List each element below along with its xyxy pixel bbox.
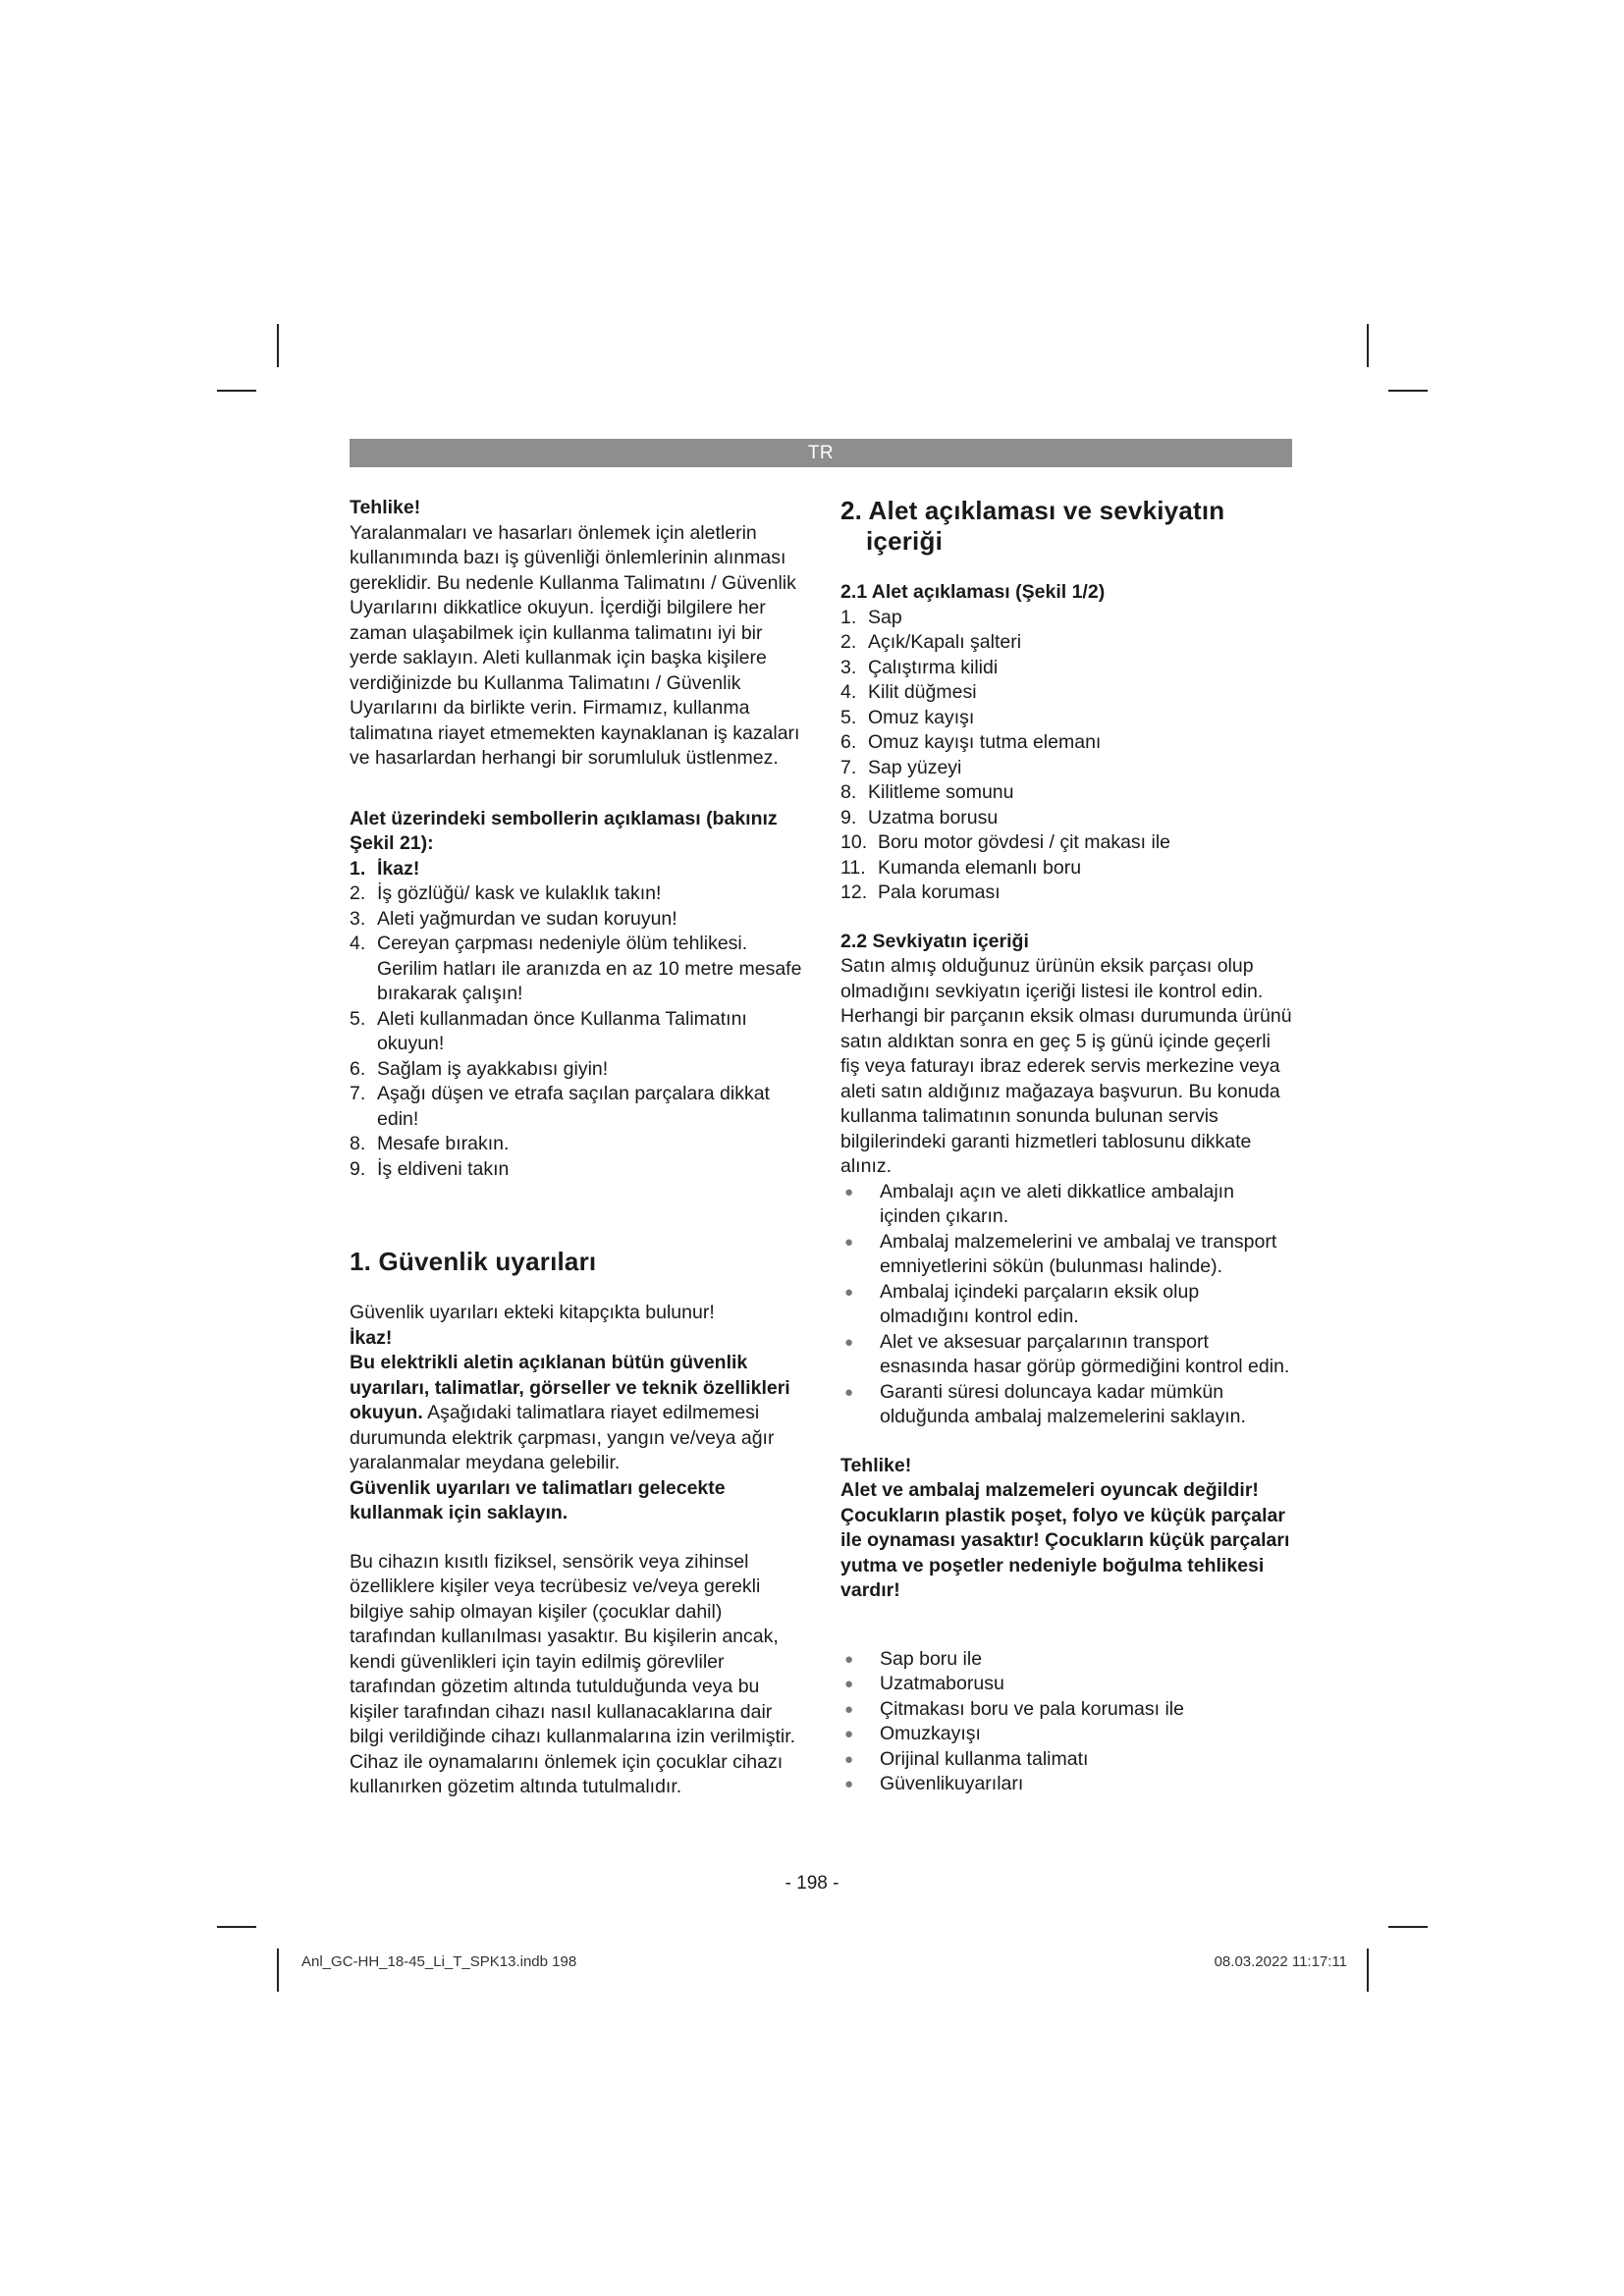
crop-mark [1388,390,1428,392]
spacer [350,795,805,807]
symbol-item: 6. Sağlam iş ayakkabısı giyin! [350,1057,609,1080]
part-item: 1. Sap [840,606,902,628]
unpacking-step: ● Ambalaj içindeki parçaların eksik olup olmadığını kontrol edin. [844,1280,1200,1327]
danger-2-paragraph: Alet ve ambalaj malzemeleri oyuncak değildir! Çocukların plastik poşet, folyo ve küçük parçalar ile oynaması yasaktır! Çocukların küçük parçaları yutma ve poşetler nedeniyle boğulma tehlikesi vardır! [840,1479,1290,1601]
crop-mark [277,324,279,367]
section-2-title: 2. Alet açıklaması ve sevkiyatın içeriği [840,496,1225,556]
safety-booklet-note: Güvenlik uyarıları ekteki kitapçıkta bulunur! [350,1302,715,1323]
delivery-contents-paragraph: Satın almış olduğunuz ürünün eksik parçası olup olmadığını sevkiyatın içeriği listesi ile kontrol edin. Herhangi bir parçanın eksik olması durumunda ürünü satın aldıktan sonra en geç 5 iş günü içinde geçerli fiş veya faturayı ibraz ederek servis merkezine veya aleti satın aldığınız mağazaya başvurun. Bu konuda kullanma talimatının sonunda bulunan servis bilgilerindeki garanti hizmetleri tablosunu dikkate alınız. [840,955,1292,1177]
page-number: - 198 - [785,1873,839,1894]
section-1-title: 1. Güvenlik uyarıları [350,1247,597,1276]
symbol-item: 2. İş gözlüğü/ kask ve kulaklık takın! [350,882,662,904]
safety-instructions-paragraph: Bu elektrikli aletin açıklanan bütün güvenlik uyarıları, talimatlar, görseller ve teknik özellikleri okuyun. Aşağıdaki talimatlara riayet edilmemesi durumunda elektrik çarpması, yangın ve/veya ağır yaralanmalar meydana gelebilir. [350,1352,790,1473]
left-column [350,496,805,1800]
part-item: 7. Sap yüzeyi [840,756,962,778]
part-item: 2. Açık/Kapalı şalteri [840,631,1022,653]
part-item: 3. Çalıştırma kilidi [840,656,999,678]
part-item: 12. Pala koruması [840,881,1001,903]
right-column [840,496,1292,1797]
subsection-2-1-title: 2.1 Alet açıklaması (Şekil 1/2) [840,581,1106,603]
symbols-list [350,857,805,1183]
part-item: 8. Kilitleme somunu [840,781,1014,803]
spacer [840,557,1292,580]
restricted-use-paragraph: Bu cihazın kısıtlı fiziksel, sensörik veya zihinsel özelliklere kişiler veya tecrübesiz ve/veya gerekli bilgiye sahip olmayan kişiler (çocuklar dahil) tarafından kullanılması yasaktır. Bu kişilerin ancak, kendi güvenlikleri için tayin edilmiş görevliler tarafından gözetim altında tutulduğunda veya bu kişiler tarafından cihazı nasıl kullanacaklarına dair bilgi verildiğinde cihazı kullanmalarına izin verilmiştir. Cihaz ile oynamalarını önlemek için çocuklar cihazı kullanırken gözetim altında tutulmalıdır. [350,1550,796,1797]
crop-mark [217,390,256,392]
part-item: 6. Omuz kayışı tutma elemanı [840,731,1102,753]
spacer [350,1182,805,1225]
symbol-item: 1. İkaz! [350,857,420,880]
unpacking-step: ● Alet ve aksesuar parçalarının transport esnasında hasar görüp görmediğini kontrol edin. [844,1330,1290,1377]
unpacking-step: ● Ambalaj malzemelerini ve ambalaj ve transport emniyetlerini sökün (bulunması halinde). [844,1230,1277,1277]
contents-item: ● Güvenlikuyarıları [844,1773,1024,1794]
contents-item: ● Omuzkayışı [844,1723,981,1744]
crop-mark [1388,1926,1428,1928]
part-item: 5. Omuz kayışı [840,706,975,728]
crop-mark [1367,324,1369,367]
contents-item: ● Orijinal kullanma talimatı [844,1747,1089,1770]
danger-2-heading: Tehlike! [840,1454,912,1476]
contents-item: ● Sap boru ile [844,1647,983,1670]
spacer [840,906,1292,930]
spacer [840,1430,1292,1454]
symbol-item: 7. Aşağı düşen ve etrafa saçılan parçalara dikkat edin! [350,1083,770,1130]
delivery-contents-list [840,1647,1292,1797]
spacer [350,772,805,795]
print-file-name: Anl_GC-HH_18-45_Li_T_SPK13.indb 198 [301,1953,577,1970]
parts-list [840,606,1292,906]
symbol-item: 5. Aleti kullanmadan önce Kullanma Talimatını okuyun! [350,1007,747,1054]
spacer [350,1277,805,1301]
symbols-heading: Alet üzerindeki sembollerin açıklaması (bakınız Şekil 21): [350,807,778,854]
subsection-2-2-title: 2.2 Sevkiyatın içeriği [840,930,1029,952]
symbol-item: 4. Cereyan çarpması nedeniyle ölüm tehlikesi. Gerilim hatları ile aranızda en az 10 metre mesafe bırakarak çalışın! [350,933,802,1004]
unpacking-step: ● Garanti süresi doluncaya kadar mümkün olduğunda ambalaj malzemelerini saklayın. [844,1380,1246,1427]
keep-instructions-note: Güvenlik uyarıları ve talimatları gelecekte kullanmak için saklayın. [350,1476,726,1523]
symbol-item: 9. İş eldiveni takın [350,1157,510,1180]
spacer [350,1225,805,1247]
print-timestamp: 08.03.2022 11:17:11 [1214,1953,1347,1970]
part-item: 4. Kilit düğmesi [840,681,977,703]
crop-mark [277,1949,279,1992]
unpacking-step: ● Ambalajı açın ve aleti dikkatlice ambalajın içinden çıkarın. [844,1180,1234,1227]
contents-item: ● Uzatmaborusu [844,1673,1004,1694]
symbol-item: 8. Mesafe bırakın. [350,1133,510,1154]
part-item: 10. Boru motor gövdesi / çit makası ile [840,831,1171,853]
unpacking-steps-list [840,1180,1292,1430]
spacer [350,1526,805,1550]
danger-heading: Tehlike! [350,497,421,518]
part-item: 11. Kumanda elemanlı boru [840,856,1082,879]
part-item: 9. Uzatma borusu [840,806,999,828]
danger-paragraph: Yaralanmaları ve hasarları önlemek için aletlerin kullanımında bazı iş güvenliği önlemlerinin alınması gereklidir. Bu nedenle Kullanma Talimatını / Güvenlik Uyarılarını dikkatlice okuyun. İçerdiği bilgilere her zaman ulaşabilmek için kullanma talimatını iyi bir yerde saklayın. Aleti kullanmak için başka kişilere verdiğinizde bu Kullanma Talimatını / Güvenlik Uyarılarını da birlikte verin. Firmamız, kullanma talimatına riayet etmemekten kaynaklanan iş kazaları ve hasarlardan herhangi bir sorumluluk üstlenmez. [350,521,800,769]
language-header-bar: TR [350,439,1292,467]
warning-heading: İkaz! [350,1326,393,1349]
symbol-item: 3. Aleti yağmurdan ve sudan koruyun! [350,907,677,930]
crop-mark [217,1926,256,1928]
spacer [840,1604,1292,1647]
crop-mark [1367,1949,1369,1992]
contents-item: ● Çitmakası boru ve pala koruması ile [844,1697,1184,1720]
